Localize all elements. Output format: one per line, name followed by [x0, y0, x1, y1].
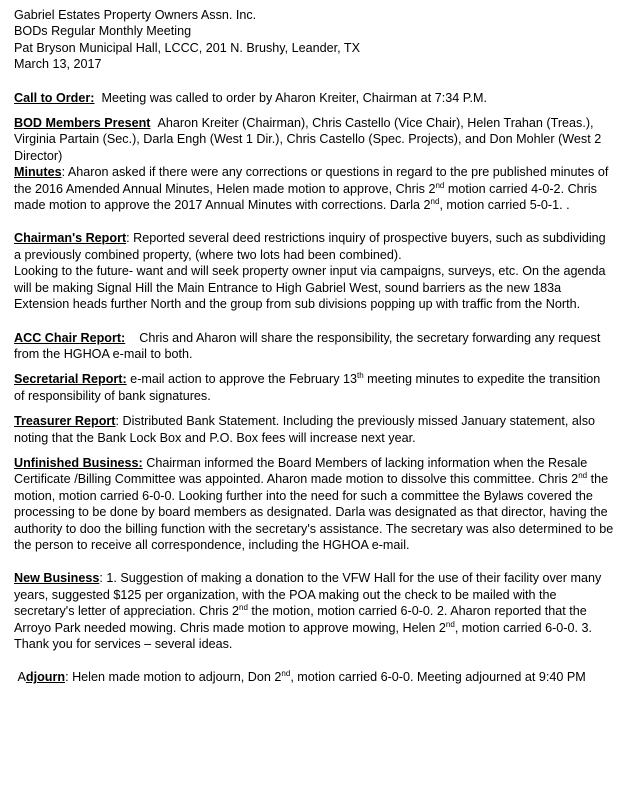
adjourn-sup: nd	[281, 669, 291, 679]
new-business-heading: New Business	[14, 571, 100, 586]
chairmans-report-heading: Chairman's Report	[14, 231, 127, 246]
minutes-sup-b: nd	[430, 197, 440, 207]
unfinished-business-text-b: the motion, motion carried 6-0-0. Looking further into the need for such a committee the Bylaws covered the processing to be done by board members as designated. Darla was designated as that director, having the authority to doo the billing function with the secretary's assistance. The secretary was also determined to be the person to receive all correspondence, including the HGHOA e-mail.	[14, 472, 614, 552]
new-business-text-a: : 1. Suggestion of making a donation to the VFW Hall for the use of their facility over many years, suggested $125 per organization, with the POA making out the check to be mailed with the secretary's letter of appreciation. Chris 2	[14, 571, 602, 619]
call-to-order-heading: Call to Order:	[14, 90, 95, 105]
secretarial-report-text-a: e-mail action to approve the February 13	[126, 372, 357, 387]
org-name: Gabriel Estates Property Owners Assn. Inc.	[14, 8, 257, 22]
meeting-location: Pat Bryson Municipal Hall, LCCC, 201 N. Brushy, Leander, TX	[14, 40, 361, 55]
meeting-date: March 13, 2017	[14, 57, 102, 72]
secretarial-report-heading: Secretarial Report:	[14, 372, 127, 387]
treasurer-report-heading: Treasurer Report	[14, 414, 116, 429]
minutes-heading: Minutes	[14, 165, 62, 180]
adjourn-text-b: , motion carried 6-0-0. Meeting adjourned at 9:40 PM	[290, 670, 586, 685]
unfinished-business-text-a: Chairman informed the Board Members of lacking information when the Resale Certificate /Billing Committee was appointed. Aharon made motion to dissolve this committee. Chris 2	[14, 455, 588, 487]
adjourn-text-a: : Helen made motion to adjourn, Don 2	[65, 670, 282, 685]
chairmans-report-section	[14, 230, 614, 312]
new-business-sup-a: nd	[239, 603, 248, 613]
minutes-section	[14, 164, 614, 213]
secretarial-report-section	[14, 371, 614, 404]
treasurer-report-text: : Distributed Bank Statement. Including the previously missed January statement, also noting that the Bank Lock Box and P.O. Box fees will increase next year.	[14, 414, 596, 445]
acc-report-section	[14, 330, 614, 363]
bod-members-heading: BOD Members Present	[14, 116, 151, 131]
minutes-sup-a: nd	[435, 180, 445, 190]
treasurer-report-section	[14, 413, 614, 446]
bod-members-text: Aharon Kreiter (Chairman), Chris Castello (Vice Chair), Helen Trahan (Treas.), Virginia Partain (Sec.), Darla Engh (West 1 Dir.), Chris Castello (Spec. Projects), and Don Mohler (West 2 Director)	[14, 116, 602, 163]
call-to-order-text: Meeting was called to order by Aharon Kreiter, Chairman at 7:34 P.M.	[101, 90, 487, 105]
unfinished-business-sup: nd	[578, 471, 588, 481]
meeting-title: BODs Regular Monthly Meeting	[14, 24, 192, 39]
minutes-text-a: : Aharon asked if there were any corrections or questions in regard to the pre published minutes of the 2016 Amended Annual Minutes, Helen made motion to approve, Chris 2	[14, 165, 609, 196]
adjourn-heading: djourn	[25, 670, 66, 685]
secretarial-report-sup: th	[357, 371, 364, 381]
new-business-sup-b: nd	[445, 619, 455, 629]
document-header	[14, 7, 614, 73]
chairmans-report-text-2: Looking to the future- want and will seek property owner input via campaigns, surveys, etc. On the agenda will be making Signal Hill the Main Entrance to High Gabriel West, sound barriers as the new 183a Extension heads further North and the group from sub divisions popping up with traffic from the North.	[14, 264, 606, 312]
adjourn-section	[14, 669, 614, 685]
minutes-text-b: motion carried 4-0-2. Chris made motion to approve the 2017 Annual Minutes with corrections. Darla 2	[14, 181, 597, 213]
new-business-text-c: , motion carried 6-0-0. 3. Thank you for services – several ideas.	[14, 620, 593, 651]
new-business-section	[14, 570, 614, 652]
secretarial-report-text-b: meeting minutes to expedite the transition of responsibility of bank signatures.	[14, 372, 601, 403]
call-to-order-section	[14, 90, 614, 106]
bod-members-section	[14, 115, 614, 164]
unfinished-business-section	[14, 455, 614, 553]
minutes-document	[14, 7, 614, 686]
acc-report-heading: ACC Chair Report:	[14, 330, 126, 345]
unfinished-business-heading: Unfinished Business:	[14, 455, 143, 470]
chairmans-report-text-1: : Reported several deed restrictions inquiry of prospective buyers, such as subdividing a previously combined property, (where two lots had been combined).	[14, 231, 606, 262]
new-business-text-b: the motion, motion carried 6-0-0. 2. Aharon reported that the Arroyo Park needed mowing. Chris made motion to approve mowing, Helen 2	[14, 604, 587, 635]
adjourn-heading-prefix: A	[17, 670, 26, 685]
acc-report-text: Chris and Aharon will share the responsibility, the secretary forwarding any request from the HGHOA e-mail to both.	[14, 330, 601, 361]
minutes-text-c: , motion carried 5-0-1. .	[439, 198, 570, 213]
